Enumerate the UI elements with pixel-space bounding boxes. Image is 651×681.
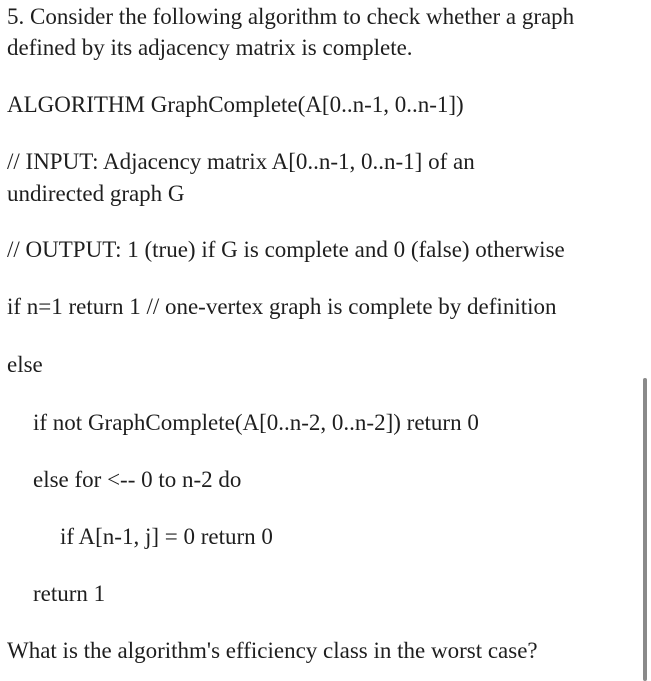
output-comment: // OUTPUT: 1 (true) if G is complete and 0 (false) otherwise <box>7 237 565 262</box>
code-recursive-call: if not GraphComplete(A[0..n-2, 0..n-2]) return 0 <box>33 410 479 435</box>
code-base-case: if n=1 return 1 // one-vertex graph is complete by definition <box>7 294 557 319</box>
intro-line-1: 5. Consider the following algorithm to check whether a graph <box>7 4 575 29</box>
algorithm-header: ALGORITHM GraphComplete(A[0..n-1, 0..n-1]) <box>7 92 464 117</box>
vertical-scrollbar[interactable] <box>643 378 647 681</box>
code-return-one: return 1 <box>33 581 106 606</box>
final-question: What is the algorithm's efficiency class in the worst case? <box>7 638 538 663</box>
intro-line-2: defined by its adjacency matrix is complete. <box>7 35 413 60</box>
input-comment-line-1: // INPUT: Adjacency matrix A[0..n-1, 0..n-1] of an <box>7 149 475 174</box>
code-else: else <box>7 352 43 377</box>
input-comment-line-2: undirected graph G <box>7 181 185 206</box>
code-for-loop: else for <-- 0 to n-2 do <box>33 467 242 492</box>
code-check: if A[n-1, j] = 0 return 0 <box>60 524 273 549</box>
